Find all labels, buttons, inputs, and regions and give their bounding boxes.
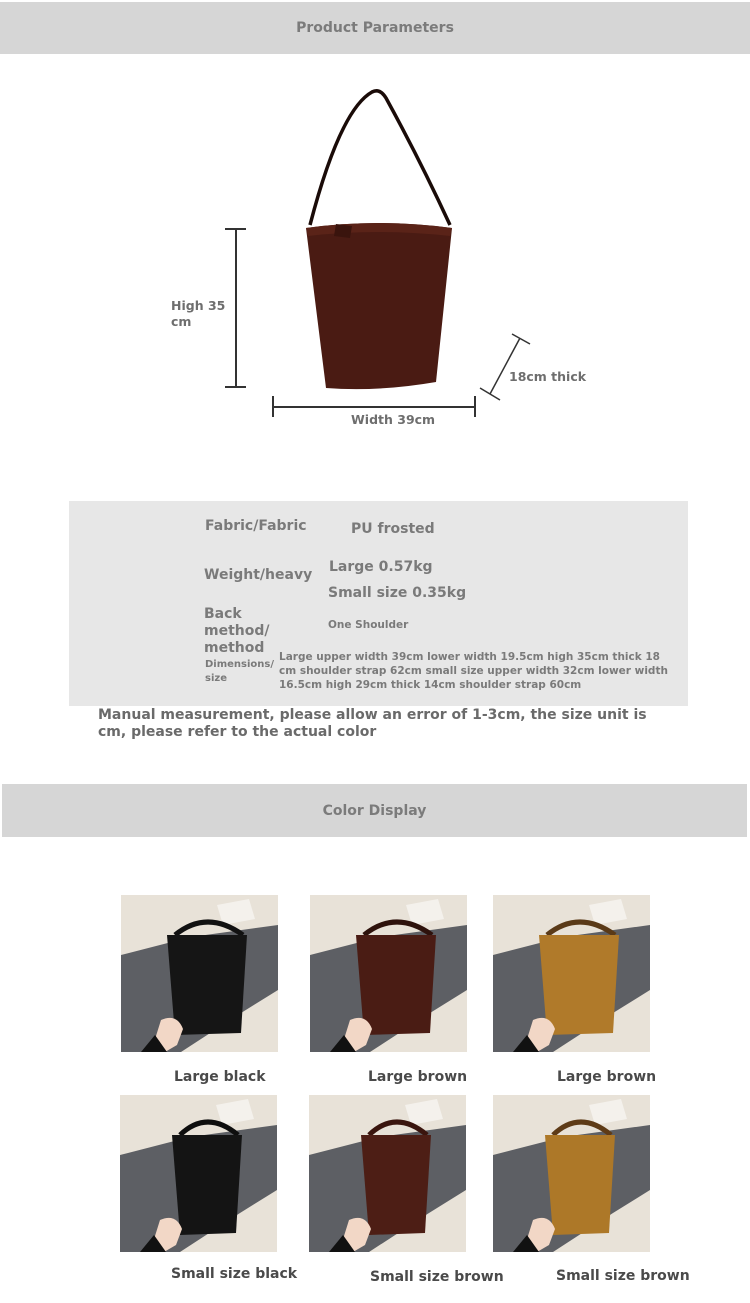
height-label: High 35 cm	[171, 298, 226, 329]
color-thumbnail[interactable]	[310, 895, 467, 1052]
weight-label: Weight/heavy	[204, 567, 313, 583]
product-dimension-diagram	[0, 0, 750, 470]
width-label: Width 39cm	[351, 412, 436, 427]
height-dimension-cap-top	[225, 228, 246, 230]
color-label: Small size black	[171, 1266, 298, 1282]
back-method-label: Back method/ method	[204, 606, 270, 656]
section-title-product-parameters: Product Parameters	[0, 2, 750, 54]
back-method-value: One Shoulder	[328, 619, 409, 631]
fabric-label: Fabric/Fabric	[205, 518, 307, 534]
color-label: Large brown	[557, 1069, 657, 1085]
color-thumbnail[interactable]	[493, 895, 650, 1052]
color-label: Small size brown	[370, 1269, 504, 1285]
bag-illustration	[0, 0, 750, 470]
height-dimension-line	[235, 228, 237, 388]
width-dimension-line	[272, 406, 476, 408]
color-label: Small size brown	[556, 1268, 690, 1284]
height-dimension-cap-bottom	[225, 386, 246, 388]
thickness-label: 18cm thick	[509, 369, 587, 384]
color-label: Large brown	[368, 1069, 468, 1085]
product-parameters-table	[69, 501, 688, 706]
section-title-color-display: Color Display	[2, 784, 747, 837]
dimensions-value: Large upper width 39cm lower width 19.5cm high 35cm thick 18 cm shoulder strap 62cm small size upper width 32cm lower width 16.5cm high 29cm thick 14cm shoulder strap 60cm	[279, 651, 668, 691]
weight-large-value: Large 0.57kg	[329, 559, 433, 575]
color-thumbnail[interactable]	[121, 895, 278, 1052]
measurement-note: Manual measurement, please allow an error of 1-3cm, the size unit is cm, please refer to the actual color	[98, 707, 647, 740]
color-label: Large black	[174, 1069, 266, 1085]
dimensions-label: Dimensions/ size	[205, 659, 275, 684]
width-dimension-cap-left	[272, 396, 274, 417]
weight-small-value: Small size 0.35kg	[328, 585, 467, 601]
thickness-dimension-line	[478, 330, 538, 402]
color-thumbnail[interactable]	[493, 1095, 650, 1252]
fabric-value: PU frosted	[351, 521, 435, 537]
color-thumbnail[interactable]	[120, 1095, 277, 1252]
width-dimension-cap-right	[474, 396, 476, 417]
color-thumbnail[interactable]	[309, 1095, 466, 1252]
